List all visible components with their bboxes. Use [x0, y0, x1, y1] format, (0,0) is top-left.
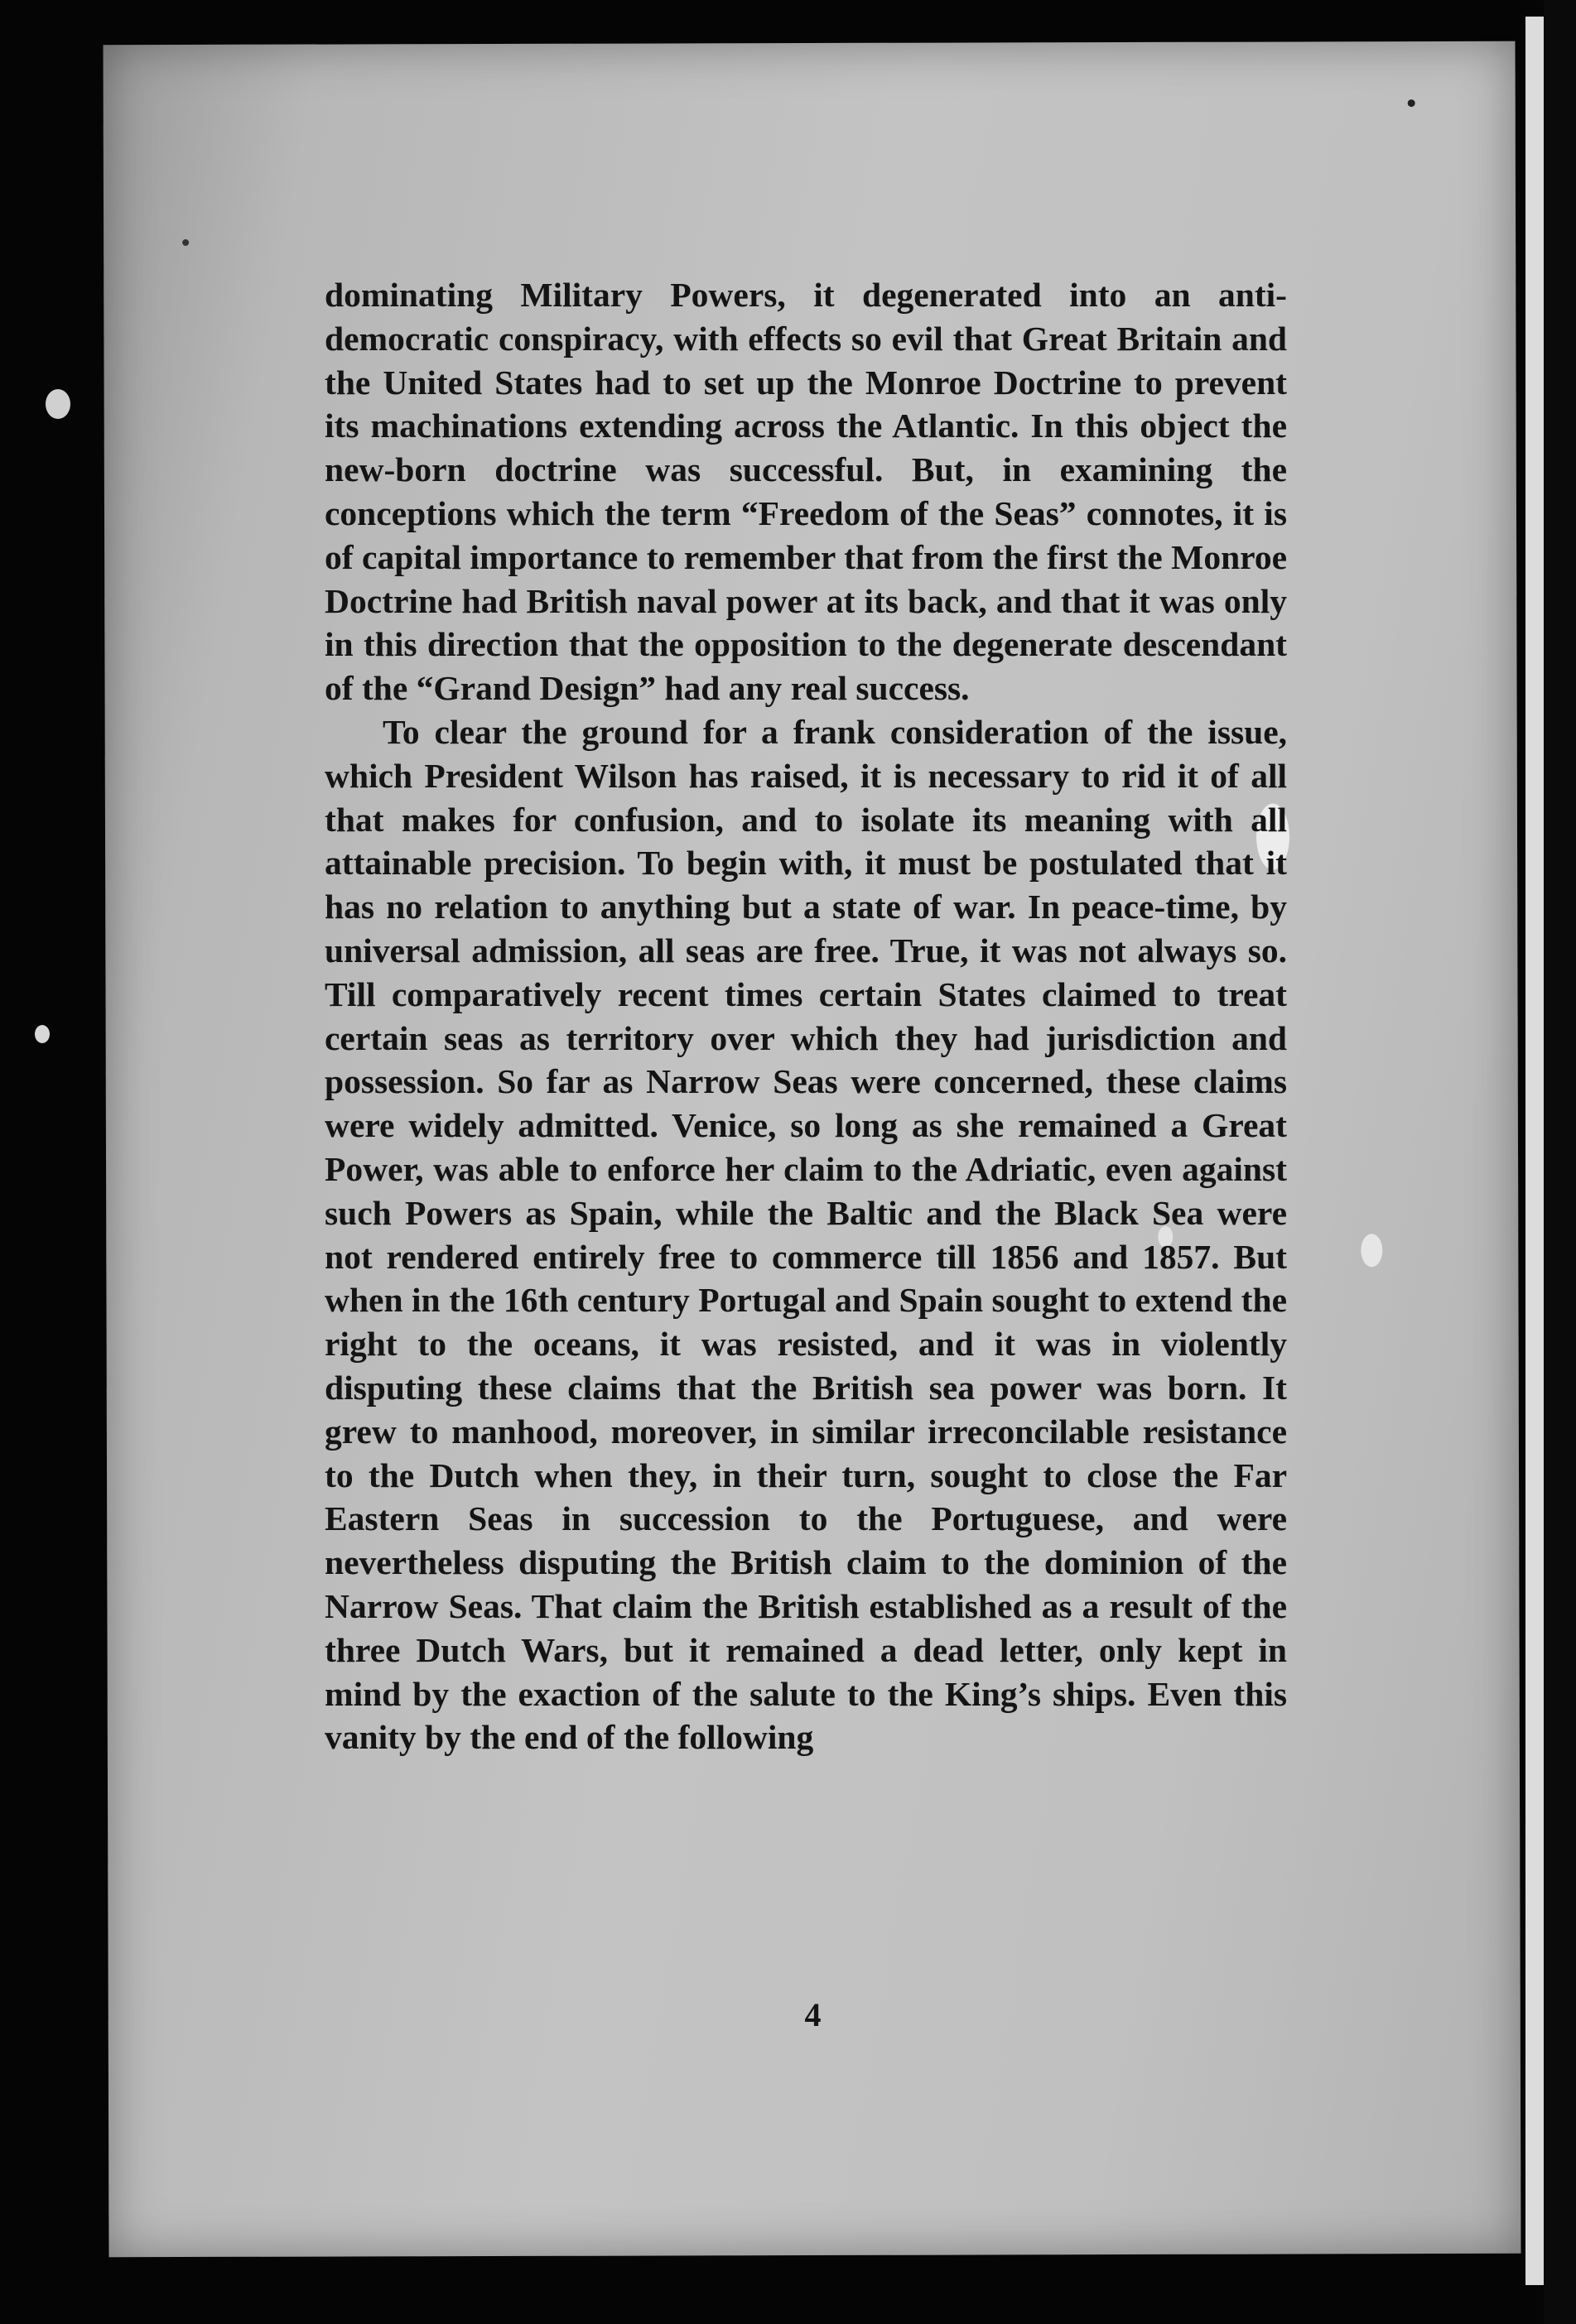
paper-speck: [182, 239, 189, 246]
paragraph-1: dominating Military Powers, it degenerated into an anti-democratic conspiracy, with effects so evil that Great Britain and the United States had to set up the Monroe Doctrine to prevent its machinations extending across the Atlantic. In this object the new-born doctrine was successful. But, in examining the conceptions which the term “Freedom of the Seas” connotes, it is of capital importance to remember that from the first the Monroe Doctrine had British naval power at its back, and that it was only in this direction that the opposition to the degenerate descendant of the “Grand Design” had any real success.: [325, 276, 1287, 708]
scanner-border: [1544, 0, 1576, 2324]
adjacent-page-edge: [1525, 17, 1544, 2285]
paragraph-2: To clear the ground for a frank consideration of the issue, which President Wilson has raised, it is necessary to rid it of all that makes for confusion, and to isolate its meaning with all attainable precision. To begin with, it must be postulated that it has no relation to anything but a state of war. In peace-time, by universal admission, all seas are free. True, it was not always so. Till comparatively recent times certain States claimed to treat certain seas as territory over which they had jurisdiction and possession. So far as Narrow Seas were concerned, these claims were widely admitted. Venice, so long as she remained a Great Power, was able to enforce her claim to the Adriatic, even against such Powers as Spain, while the Baltic and the Black Sea were not rendered entirely free to commerce till 1856 and 1857. But when in the 16th century Portugal and Spain sought to extend the right to the oceans, it was resisted, and it was in violently disputing these claims that the British sea power was born. It grew to manhood, moreover, in similar irreconcilable resistance to the Dutch when they, in their turn, sought to close the Far Eastern Seas in succession to the Portuguese, and were nevertheless disputing the British claim to the dominion of the Narrow Seas. That claim the British established as a result of the three Dutch Wars, but it remained a dead letter, only kept in mind by the exaction of the salute to the King’s ships. Even this vanity by the end of the following: [325, 712, 1287, 1757]
paper-speck: [1408, 99, 1415, 107]
ink-blot: [46, 389, 70, 419]
ink-blot: [35, 1025, 50, 1043]
paper-speck: [1361, 1234, 1382, 1267]
body-text: [325, 273, 1287, 1759]
page-number: 4: [804, 1996, 822, 2033]
